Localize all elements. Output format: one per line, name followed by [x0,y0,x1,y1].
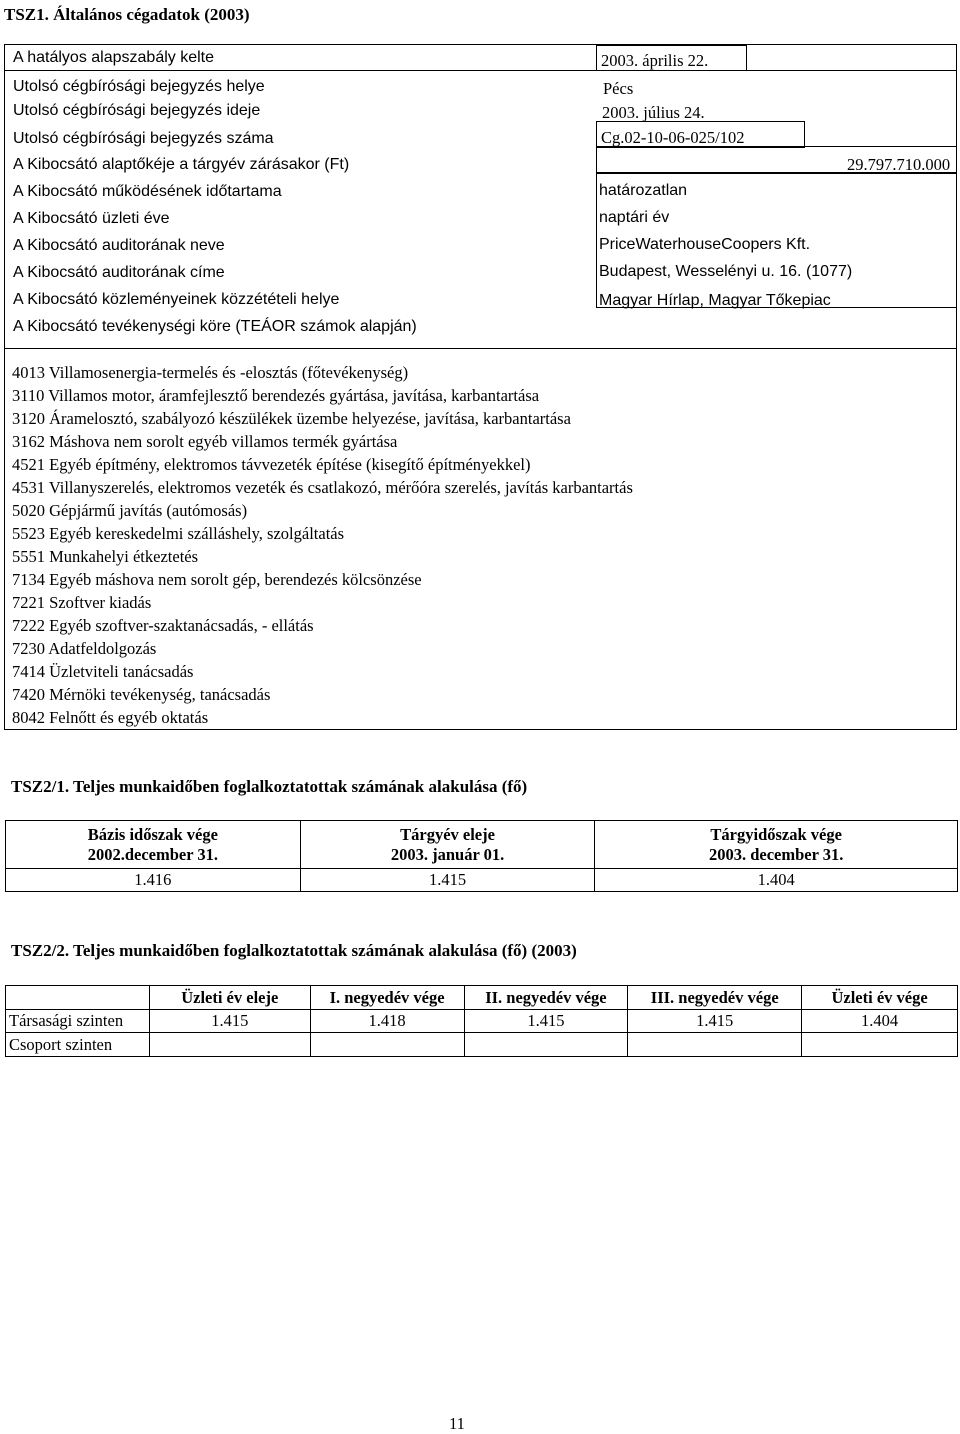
activity-item: 3120 Áramelosztó, szabályozó készülékek üzembe helyezése, javítása, karbantartása [12,409,571,428]
row-value: Pécs [603,79,634,98]
table-cell [628,1033,802,1057]
table-row [6,1033,958,1057]
table-header-cell [6,821,301,869]
row-label: Utolsó cégbírósági bejegyzés ideje [13,102,261,119]
row-label: A hatályos alapszabály kelte [13,49,215,66]
activity-item: 3162 Máshova nem sorolt egyéb villamos termék gyártása [12,432,398,451]
activity-item: 7414 Üzletviteli tanácsadás [12,662,194,681]
activity-item: 3110 Villamos motor, áramfejlesztő berendezés gyártása, javítása, karbantartása [12,386,540,405]
table-header-cell [595,821,958,869]
activity-item: 7134 Egyéb máshova nem sorolt gép, berendezés kölcsönzése [12,570,422,589]
table-header-row [6,986,958,1010]
row-label: Utolsó cégbírósági bejegyzés helye [13,78,265,95]
table-row [6,1010,958,1033]
row-value: Magyar Hírlap, Magyar Tőkepiac [599,292,831,309]
header-line: Tárgyév eleje [400,824,495,844]
row-value: naptári év [599,209,670,226]
header-line: 2002.december 31. [87,844,218,864]
tsz22-title: TSZ2/2. Teljes munkaidőben foglalkoztatottak számának alakulása (fő) (2003) [11,941,577,960]
activity-item: 4531 Villanyszerelés, elektromos vezeték és csatlakozó, mérőóra szerelés, javítás karbantartás [12,478,633,497]
table-cell: 1.404 [595,869,958,892]
row-label: A Kibocsátó közleményeinek közzétételi helye [13,291,340,308]
activity-item: 7230 Adatfeldolgozás [12,639,157,658]
table-header-cell: I. negyedév vége [310,986,464,1010]
activity-item: 8042 Felnőtt és egyéb oktatás [12,708,209,727]
row-value: 29.797.710.000 [847,155,951,174]
row-label: A Kibocsátó alaptőkéje a tárgyév zárásakor (Ft) [13,156,350,173]
row-value: 2003. április 22. [601,51,709,70]
table-cell: 1.415 [628,1010,802,1033]
row-value: Cg.02-10-06-025/102 [601,128,745,147]
row-header-cell: Csoport szinten [6,1033,150,1057]
table-cell: 1.404 [802,1010,958,1033]
activity-item: 7420 Mérnöki tevékenység, tanácsadás [12,685,271,704]
table-cell [310,1033,464,1057]
activity-item: 5020 Gépjármű javítás (autómosás) [12,501,248,520]
table-cell [464,1033,628,1057]
activity-item: 4521 Egyéb építmény, elektromos távvezeték építése (kisegítő építményekkel) [12,455,531,474]
row-divider [5,70,956,71]
table-header-cell: III. negyedév vége [628,986,802,1010]
row-header-cell: Társasági szinten [6,1010,150,1033]
tsz1-title: TSZ1. Általános cégadatok (2003) [4,5,250,24]
table-cell: 1.416 [6,869,301,892]
table-cell [802,1033,958,1057]
activity-item: 5551 Munkahelyi étkeztetés [12,547,199,566]
row-label: Utolsó cégbírósági bejegyzés száma [13,130,274,147]
header-line: Bázis időszak vége [87,824,218,844]
activity-item: 7222 Egyéb szoftver-szaktanácsadás, - ellátás [12,616,314,635]
header-line: Tárgyidőszak vége [710,824,842,844]
table-header-cell [300,821,595,869]
table-cell: 1.418 [310,1010,464,1033]
row-value: 2003. július 24. [602,103,705,122]
row-label: A Kibocsátó üzleti éve [13,210,170,227]
tsz21-title: TSZ2/1. Teljes munkaidőben foglalkoztatottak számának alakulása (fő) [11,777,528,796]
quarterly-headcount-table [5,985,958,1057]
table-header-cell: Üzleti év vége [802,986,958,1010]
table-cell: 1.415 [149,1010,310,1033]
row-label: A Kibocsátó auditorának címe [13,264,225,281]
general-company-data-box [4,44,957,730]
table-cell: 1.415 [300,869,595,892]
table-row [6,869,958,892]
activity-item: 7221 Szoftver kiadás [12,593,152,612]
table-header-cell: II. negyedév vége [464,986,628,1010]
table-header-cell [6,986,150,1010]
page-number: 11 [449,1414,465,1433]
row-value: határozatlan [599,182,688,199]
row-value: Budapest, Wesselényi u. 16. (1077) [599,263,853,280]
table-header-row [6,821,958,869]
headcount-table [5,820,958,892]
row-divider [5,348,956,349]
table-cell [149,1033,310,1057]
activity-item: 5523 Egyéb kereskedelmi szálláshely, szolgáltatás [12,524,345,543]
header-line: 2003. január 01. [390,844,505,864]
table-cell: 1.415 [464,1010,628,1033]
row-value: PriceWaterhouseCoopers Kft. [599,236,811,253]
row-label: A Kibocsátó tevékenységi köre (TEÁOR számok alapján) [13,318,417,335]
row-label: A Kibocsátó auditorának neve [13,237,225,254]
row-label: A Kibocsátó működésének időtartama [13,183,282,200]
activity-item: 4013 Villamosenergia-termelés és -elosztás (főtevékenység) [12,363,409,382]
table-header-cell: Üzleti év eleje [149,986,310,1010]
header-line: 2003. december 31. [708,844,844,864]
